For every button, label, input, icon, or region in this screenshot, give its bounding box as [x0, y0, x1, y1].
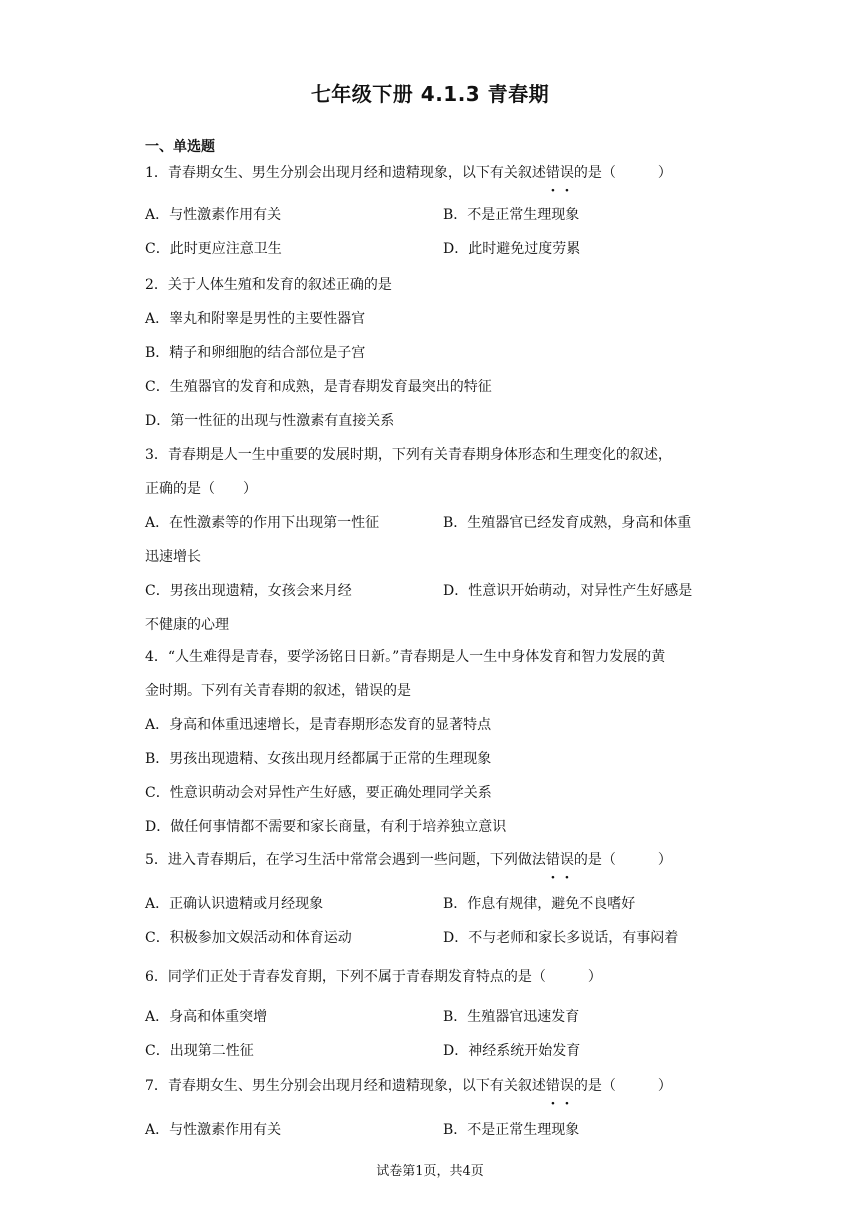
question-7 [145, 1069, 715, 1147]
option-a: A．身高和体重迅速增长，是青春期形态发育的显著特点 [145, 717, 492, 733]
option-a: A．睾丸和附睾是男性的主要性器官 [145, 311, 366, 327]
option-b: B．男孩出现遗精、女孩出现月经都属于正常的生理现象 [145, 751, 492, 767]
option-d: D．此时避免过度劳累 [443, 241, 581, 257]
option-c: C．此时更应注意卫生 [145, 241, 282, 257]
option-d: D．不与老师和家长多说话，有事闷着 [443, 930, 679, 946]
option-c: C．积极参加文娱活动和体育运动 [145, 930, 352, 946]
option-d: D．神经系统开始发育 [443, 1043, 581, 1059]
option-b: B．生殖器官已经发育成熟，身高和体重 [443, 515, 692, 531]
option-a: A．与性激素作用有关 [145, 1122, 282, 1138]
question-stem: 1．青春期女生、男生分别会出现月经和遗精现象，以下有关叙述错误的是（ ） [145, 165, 672, 181]
question-stem-cont: 金时期。下列有关青春期的叙述，错误的是 [145, 683, 411, 699]
page-footer: 试卷第1页，共4页 [376, 1164, 484, 1179]
question-2 [145, 268, 715, 438]
option-b-cont: 迅速增长 [145, 549, 201, 565]
question-1 [145, 156, 715, 266]
option-c: C．出现第二性征 [145, 1043, 254, 1059]
option-d: D．做任何事情都不需要和家长商量，有利于培养独立意识 [145, 819, 507, 835]
option-b: B．不是正常生理现象 [443, 1122, 580, 1138]
question-stem: 4．“人生难得是青春，要学汤铭日日新。”青春期是人一生中身体发育和智力发展的黄 [145, 649, 666, 665]
option-a: A．正确认识遗精或月经现象 [145, 896, 324, 912]
question-stem: 6．同学们正处于青春发育期，下列不属于青春期发育特点的是（ ） [145, 969, 602, 985]
section-heading: 一、单选题 [145, 139, 215, 155]
option-a: A．在性激素等的作用下出现第一性征 [145, 515, 380, 531]
question-stem: 5．进入青春期后，在学习生活中常常会遇到一些问题，下列做法错误的是（ ） [145, 852, 672, 868]
question-6 [145, 960, 715, 1068]
option-c: C．性意识萌动会对异性产生好感，要正确处理同学关系 [145, 785, 492, 801]
question-stem: 7．青春期女生、男生分别会出现月经和遗精现象，以下有关叙述错误的是（ ） [145, 1078, 672, 1094]
page-title: 七年级下册 4.1.3 青春期 [310, 82, 550, 106]
question-3 [145, 438, 715, 642]
option-c: C．生殖器官的发育和成熟，是青春期发育最突出的特征 [145, 379, 492, 395]
option-b: B．不是正常生理现象 [443, 207, 580, 223]
option-b: B．生殖器官迅速发育 [443, 1009, 580, 1025]
option-d: D．性意识开始萌动，对异性产生好感是 [443, 583, 693, 599]
option-c: C．男孩出现遗精，女孩会来月经 [145, 583, 352, 599]
question-stem-cont: 正确的是（ ） [145, 481, 257, 497]
question-stem: 3．青春期是人一生中重要的发展时期，下列有关青春期身体形态和生理变化的叙述， [145, 447, 672, 463]
option-d: D．第一性征的出现与性激素有直接关系 [145, 413, 395, 429]
option-a: A．身高和体重突增 [145, 1009, 268, 1025]
option-a: A．与性激素作用有关 [145, 207, 282, 223]
option-b: B．精子和卵细胞的结合部位是子宫 [145, 345, 366, 361]
question-stem: 2．关于人体生殖和发育的叙述正确的是 [145, 277, 392, 293]
option-b: B．作息有规律，避免不良嗜好 [443, 896, 636, 912]
option-d-cont: 不健康的心理 [145, 617, 229, 633]
question-5 [145, 843, 715, 955]
question-4 [145, 640, 715, 844]
